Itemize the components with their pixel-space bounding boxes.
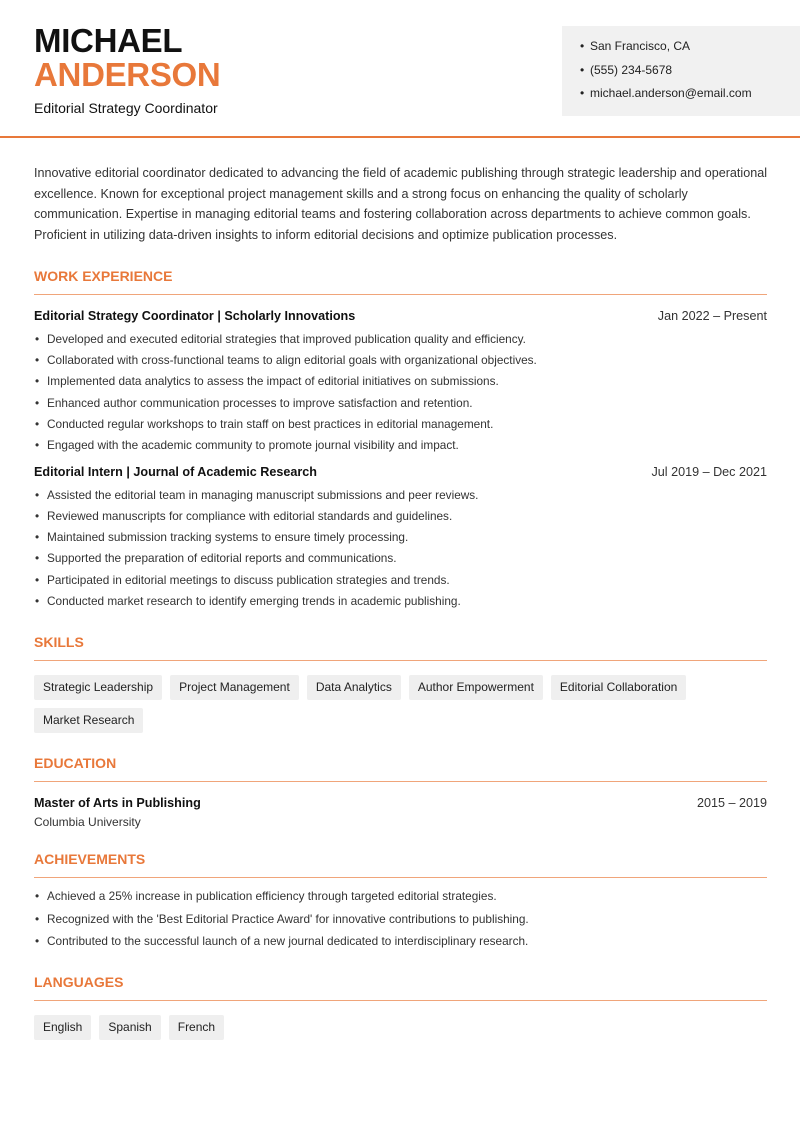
- bullet-icon: •: [580, 62, 585, 77]
- language-tag: English: [34, 1015, 91, 1040]
- skill-tag: Strategic Leadership: [34, 675, 162, 700]
- skill-tag: Market Research: [34, 708, 143, 733]
- work-experience-heading: WORK EXPERIENCE: [34, 268, 767, 295]
- list-item: • Achieved a 25% increase in publication efficiency through targeted editorial strategies.: [34, 888, 767, 911]
- contact-location: [580, 38, 782, 62]
- list-item: • Contributed to the successful launch of a new journal dedicated to interdisciplinary research.: [34, 933, 767, 956]
- list-item: • Participated in editorial meetings to discuss publication strategies and trends.: [34, 572, 767, 593]
- list-item: • Collaborated with cross-functional teams to align editorial goals with organizational objectives.: [34, 352, 767, 373]
- skill-tag: Author Empowerment: [409, 675, 543, 700]
- list-item: • Recognized with the 'Best Editorial Practice Award' for innovative contributions to publishing.: [34, 911, 767, 934]
- job-dates: Jan 2022 – Present: [657, 308, 767, 323]
- bullet-icon: •: [580, 86, 585, 100]
- email-link[interactable]: michael.anderson@email.com: [590, 86, 752, 100]
- languages-heading: LANGUAGES: [34, 974, 767, 1001]
- professional-summary: Innovative editorial coordinator dedicated to advancing the field of academic publishing through strategic leadership and operational excellence. Known for exceptional project management skills and a strong focus on enhancing the quality of scholarly communication. Expertise in managing editorial teams and fostering collaboration across departments to achieve common goals. Proficient in utilizing data-driven insights to inform editorial decisions and optimize publication processes.: [34, 166, 768, 243]
- list-item: • Engaged with the academic community to promote journal visibility and impact.: [34, 437, 767, 458]
- degree-title: Master of Arts in Publishing: [34, 796, 201, 811]
- bullet-icon: •: [580, 39, 585, 53]
- achievements-block: [34, 888, 767, 956]
- skill-tag: Editorial Collaboration: [551, 675, 686, 700]
- job-dates: Jul 2019 – Dec 2021: [651, 464, 767, 479]
- contact-email[interactable]: [580, 85, 782, 109]
- list-item: • Conducted market research to identify emerging trends in academic publishing.: [34, 593, 767, 614]
- skills-list: [34, 675, 767, 733]
- language-tag: French: [169, 1015, 224, 1040]
- education-entry: [34, 796, 767, 829]
- list-item: • Conducted regular workshops to train staff on best practices in editorial management.: [34, 416, 767, 437]
- school-name: Columbia University: [34, 815, 141, 830]
- resume-body: [34, 163, 767, 1040]
- skill-tag: Data Analytics: [307, 675, 401, 700]
- list-item: • Reviewed manuscripts for compliance with editorial standards and guidelines.: [34, 508, 767, 529]
- contact-box: [562, 26, 800, 116]
- list-item: • Maintained submission tracking systems to ensure timely processing.: [34, 529, 767, 550]
- list-item: • Implemented data analytics to assess the impact of editorial initiatives on submissions.: [34, 373, 767, 394]
- job-entry: [34, 309, 767, 459]
- list-item: • Assisted the editorial team in managing manuscript submissions and peer reviews.: [34, 487, 767, 508]
- education-heading: EDUCATION: [34, 755, 767, 782]
- list-item: • Developed and executed editorial strategies that improved publication quality and efficiency.: [34, 331, 767, 352]
- job-entry: [34, 465, 767, 615]
- list-item: • Enhanced author communication processes to improve satisfaction and retention.: [34, 395, 767, 416]
- job-bullets: [34, 487, 767, 615]
- phone-text: (555) 234-5678: [590, 62, 673, 77]
- last-name: ANDERSON: [34, 56, 221, 93]
- skills-heading: SKILLS: [34, 634, 767, 661]
- languages-list: [34, 1015, 767, 1040]
- achievements-heading: ACHIEVEMENTS: [34, 851, 767, 878]
- education-dates: 2015 – 2019: [696, 796, 767, 811]
- language-tag: Spanish: [99, 1015, 160, 1040]
- list-item: • Supported the preparation of editorial reports and communications.: [34, 550, 767, 571]
- job-role: Editorial Strategy Coordinator | Scholarly Innovations: [34, 308, 356, 323]
- achievements-list: [34, 888, 767, 956]
- first-name: MICHAEL: [34, 22, 183, 59]
- job-role: Editorial Intern | Journal of Academic Research: [34, 464, 317, 479]
- location-text: San Francisco, CA: [590, 39, 691, 53]
- skill-tag: Project Management: [170, 675, 299, 700]
- job-bullets: [34, 331, 767, 459]
- contact-phone: [580, 62, 782, 86]
- headline-title: Editorial Strategy Coordinator: [34, 100, 218, 116]
- candidate-name: [34, 24, 220, 92]
- resume-header: [0, 0, 800, 138]
